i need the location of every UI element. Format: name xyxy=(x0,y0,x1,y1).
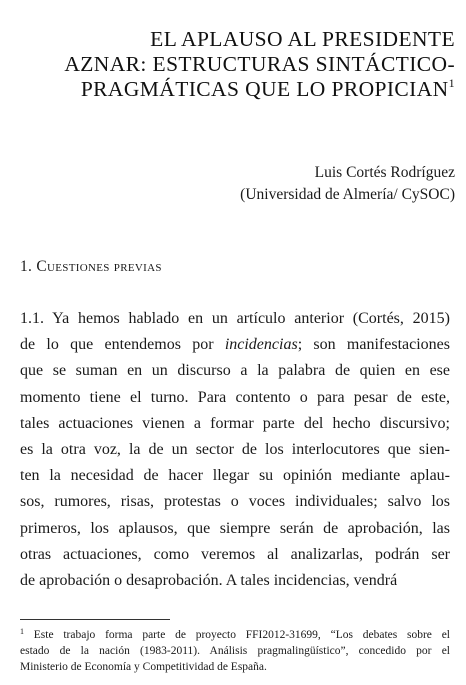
body-line-text: ; son manifestaciones xyxy=(297,336,450,354)
body-line: de aprobación o desaprobación. A tales incidencias, vendrá xyxy=(20,571,398,589)
author-name: Luis Cortés Rodríguez xyxy=(314,164,455,181)
body-line: primeros, los aplausos, que siempre serán de aprobación, las xyxy=(20,519,450,537)
title-footnote-marker[interactable]: 1 xyxy=(448,76,455,90)
title-line-1: EL APLAUSO AL PRESIDENTE xyxy=(150,27,455,51)
author-block xyxy=(240,162,455,206)
body-line: momento tiene el turno. Para contento o para pesar de este, xyxy=(20,388,450,406)
footnote xyxy=(20,627,450,675)
body-line xyxy=(20,332,450,358)
title-line-3 xyxy=(15,77,455,102)
body-line: 1.1. Ya hemos hablado en un artículo anterior (Cortés, 2015) xyxy=(20,310,450,327)
footnote-line: estado de la nación (1983-2011). Análisis pragmalingüístico”, concedido por el xyxy=(20,645,450,657)
emphasis-term: incidencias xyxy=(224,336,298,354)
body-line-text: de lo que entendemos por xyxy=(20,336,225,354)
author-affiliation: (Universidad de Almería/ CySOC) xyxy=(240,186,455,203)
footnote-line xyxy=(20,627,450,643)
body-paragraph xyxy=(20,306,450,594)
body-line: que se suman en un discurso a la palabra de quien en ese xyxy=(20,362,450,380)
article-title xyxy=(15,27,455,102)
section-heading: 1. Cuestiones previas xyxy=(20,258,162,275)
footnote-marker: 1 xyxy=(20,627,24,636)
footnote-divider xyxy=(20,619,170,620)
title-line-2: AZNAR: ESTRUCTURAS SINTÁCTICO- xyxy=(64,52,455,76)
footnote-line-text: Este trabajo forma parte de proyecto FFI2012-31699, “Los debates sobre el xyxy=(24,629,450,641)
body-line: tales actuaciones vienen a formar parte del hecho discursivo; xyxy=(20,414,450,432)
body-line: otras actuaciones, como veremos al analizarlas, podrán ser xyxy=(20,545,450,563)
footnote-line: Ministerio de Economía y Competitividad de España. xyxy=(20,661,267,673)
body-line: es la otra voz, la de un sector de los interlocutores que sien- xyxy=(20,440,450,458)
title-line-3-text: PRAGMÁTICAS QUE LO PROPICIAN xyxy=(80,77,449,101)
body-line: sos, rumores, risas, protestas o voces individuales; salvo los xyxy=(20,493,450,511)
body-line: ten la necesidad de hacer llegar su opinión mediante aplau- xyxy=(20,467,450,485)
